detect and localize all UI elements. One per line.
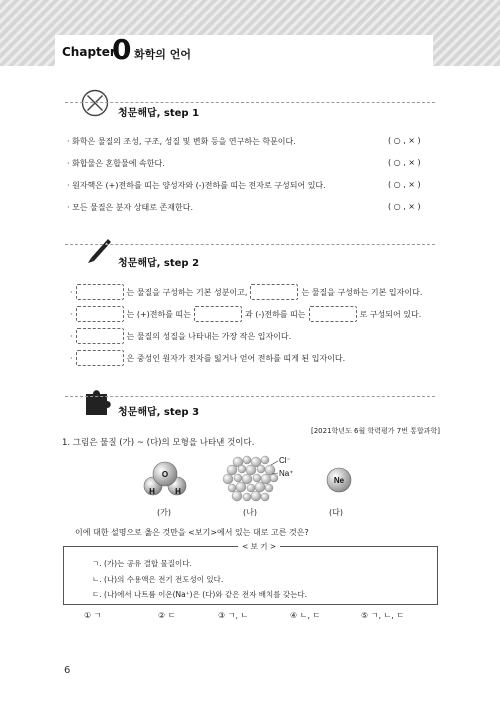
question-source: [2021학년도 6월 학력평가 7번 통합과학] — [311, 427, 440, 435]
step2-text: 는 (+)전하를 띠는 — [126, 309, 191, 319]
sodium-label: Na⁺ — [279, 469, 294, 478]
pen-icon — [84, 234, 114, 264]
blank-input[interactable] — [76, 350, 124, 366]
chapter-word: Chapter — [62, 45, 116, 59]
sub-question: 이에 대한 설명으로 옳은 것만을 <보기>에서 있는 대로 고른 것은? — [75, 528, 309, 537]
chapter-number: 0 — [112, 33, 132, 66]
oxygen-label: O — [161, 470, 169, 479]
hydrogen-label-1: H — [149, 487, 155, 496]
chloride-label: Cl⁻ — [279, 456, 291, 465]
choice-4[interactable]: ④ ㄴ, ㄷ — [290, 611, 321, 620]
step2-text: 과 (-)전하를 띠는 — [244, 309, 306, 319]
blank-input[interactable] — [250, 284, 298, 300]
page-number: 6 — [64, 665, 71, 676]
step1-item-2: · 화합물은 혼합물에 속한다. — [67, 159, 165, 168]
step2-text: 는 물질의 성질을 나타내는 가장 작은 입자이다. — [126, 331, 292, 341]
step1-item-4: · 모든 물질은 분자 상태로 존재한다. — [67, 203, 193, 212]
step3-title: 청문해답, step 3 — [118, 407, 200, 418]
step2-title: 청문해답, step 2 — [118, 258, 200, 269]
step2-text: 로 구성되어 있다. — [359, 309, 422, 319]
step2-row-3 — [70, 328, 291, 344]
figure-label-ga: (가) — [157, 508, 171, 517]
step1-item-1: · 화학은 물질의 조성, 구조, 성질 및 변화 등을 연구하는 학문이다. — [67, 137, 296, 146]
figure-label-na: (나) — [243, 508, 257, 517]
question-text: 1. 그림은 물질 (가) ~ (다)의 모형을 나타낸 것이다. — [62, 438, 255, 448]
bogi-label: < 보 기 > — [238, 541, 280, 552]
step1-ox-1[interactable]: ( ○ , × ) — [388, 136, 421, 145]
blank-input[interactable] — [309, 306, 357, 322]
step1-divider — [65, 102, 435, 103]
step2-row-2 — [70, 306, 421, 322]
step1-ox-4[interactable]: ( ○ , × ) — [388, 202, 421, 211]
step2-row-4 — [70, 350, 345, 366]
x-circle-icon — [80, 88, 110, 118]
step1-ox-2[interactable]: ( ○ , × ) — [388, 158, 421, 167]
nacl-lattice-figure — [222, 452, 300, 506]
choice-3[interactable]: ③ ㄱ, ㄴ — [218, 611, 249, 620]
neon-atom-figure — [325, 466, 353, 494]
water-molecule-figure — [142, 460, 188, 498]
bogi-item-3: ㄷ. (나)에서 나트륨 이온(Na⁺)은 (다)와 같은 전자 배치를 갖는다. — [92, 590, 307, 599]
bullet-dot: · — [70, 309, 73, 319]
bogi-item-1: ㄱ. (가)는 공유 결합 물질이다. — [92, 559, 192, 568]
step2-row-1 — [70, 284, 422, 300]
bogi-item-2: ㄴ. (나)의 수용액은 전기 전도성이 있다. — [92, 575, 224, 584]
step2-text: 는 물질을 구성하는 기본 성분이고, — [126, 287, 248, 297]
blank-input[interactable] — [76, 306, 124, 322]
step2-text: 은 중성인 원자가 전자를 잃거나 얻어 전하를 띠게 된 입자이다. — [126, 353, 346, 363]
neon-label: Ne — [333, 476, 345, 485]
bullet-dot: · — [70, 287, 73, 297]
step1-title: 청문해답, step 1 — [118, 108, 200, 119]
blank-input[interactable] — [194, 306, 242, 322]
step1-ox-3[interactable]: ( ○ , × ) — [388, 180, 421, 189]
step3-divider — [65, 396, 435, 397]
choice-5[interactable]: ⑤ ㄱ, ㄴ, ㄷ — [361, 611, 405, 620]
figure-label-da: (다) — [329, 508, 343, 517]
hydrogen-label-2: H — [175, 487, 181, 496]
choice-2[interactable]: ② ㄷ — [158, 611, 176, 620]
step2-text: 는 물질을 구성하는 기본 입자이다. — [301, 287, 423, 297]
bullet-dot: · — [70, 331, 73, 341]
bullet-dot: · — [70, 353, 73, 363]
step1-item-3: · 원자핵은 (+)전하를 띠는 양성자와 (-)전하를 띠는 전자로 구성되어 있다. — [67, 181, 326, 190]
puzzle-icon — [83, 386, 113, 418]
blank-input[interactable] — [76, 328, 124, 344]
step2-divider — [65, 244, 435, 245]
blank-input[interactable] — [76, 284, 124, 300]
chapter-title: 화학의 언어 — [134, 48, 191, 61]
choice-1[interactable]: ① ㄱ — [84, 611, 102, 620]
